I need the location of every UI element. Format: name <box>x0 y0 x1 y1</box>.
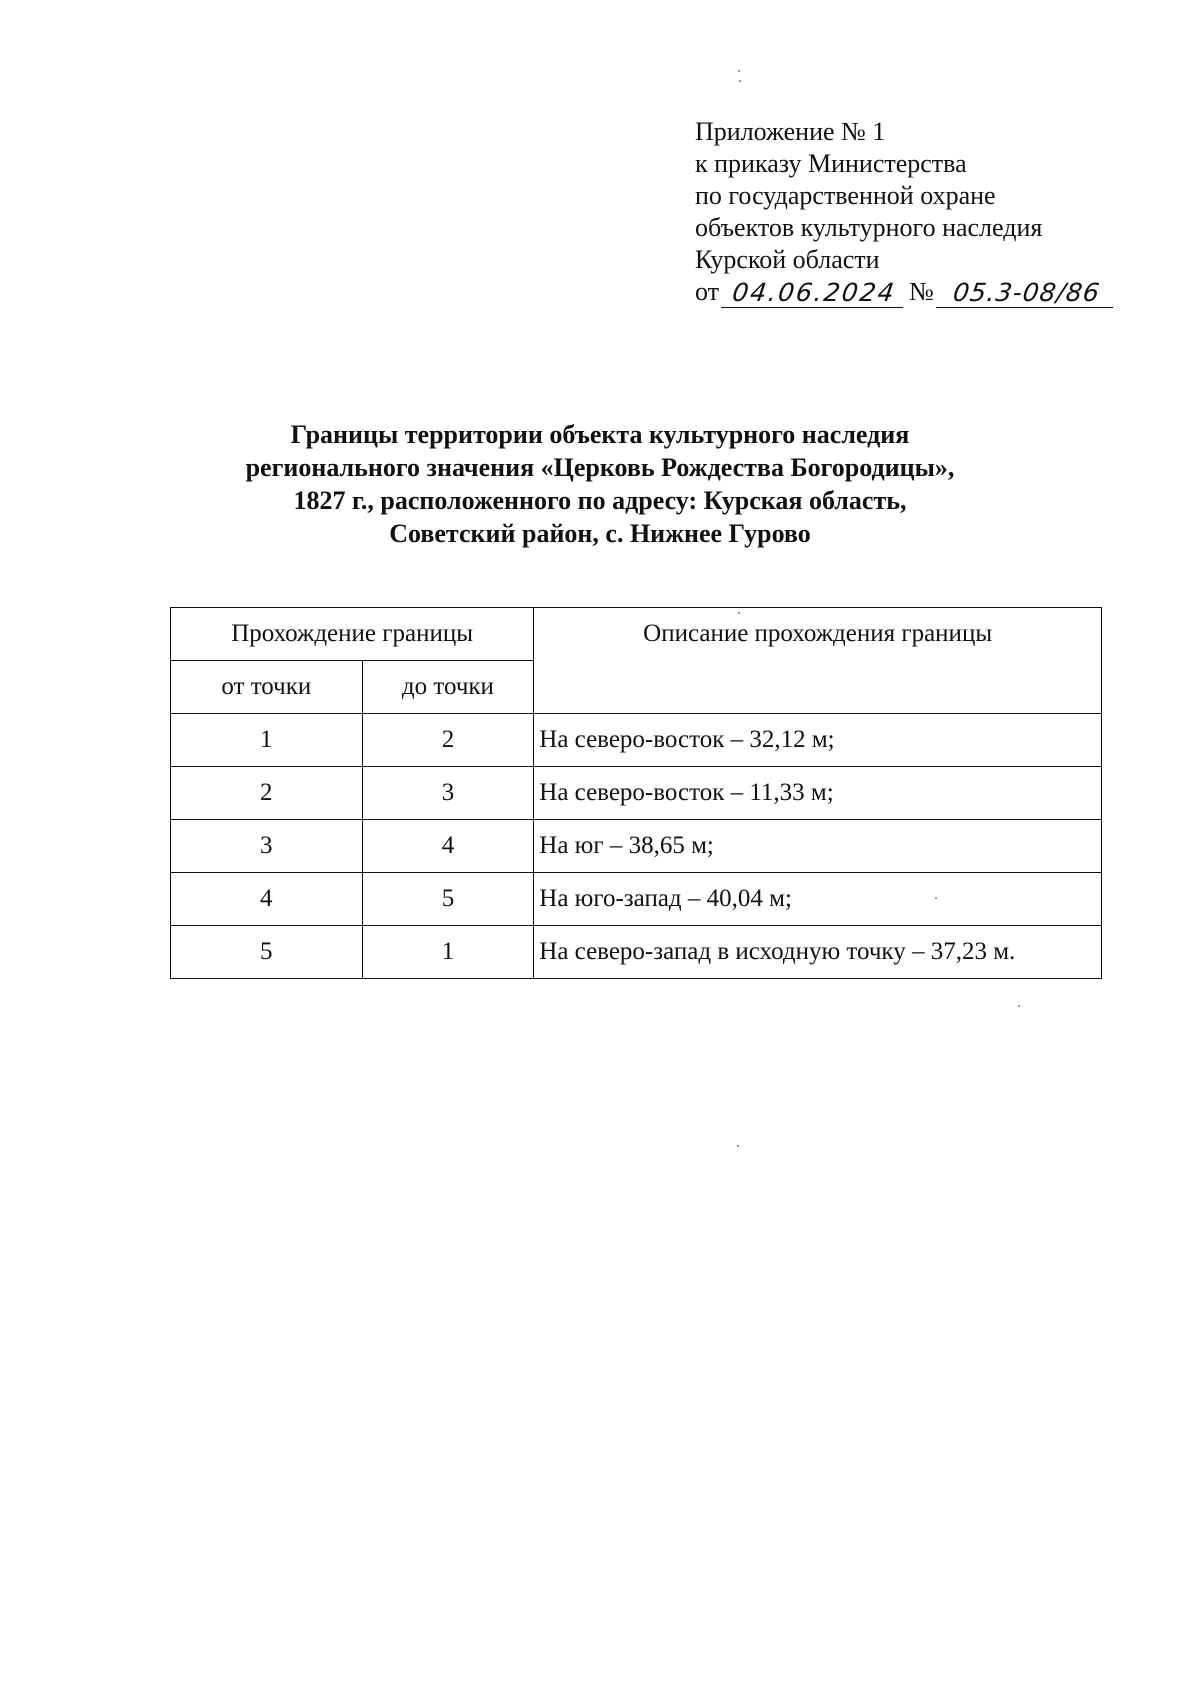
cell-from: 3 <box>171 820 363 873</box>
header-description: Описание прохождения границы <box>534 608 1102 714</box>
header-from-point: от точки <box>171 661 363 714</box>
cell-from: 4 <box>171 873 363 926</box>
title-line-2: регионального значения «Церковь Рождества Богородицы», <box>245 453 955 482</box>
handwritten-date: 04.06.2024 <box>721 279 907 308</box>
number-sign: № <box>909 277 934 306</box>
scan-speck <box>935 897 937 899</box>
scan-speck <box>1018 1005 1020 1007</box>
table-row <box>171 873 1102 926</box>
title-line-3: 1827 г., расположенного по адресу: Курская область, <box>293 486 907 515</box>
cell-description: На северо-запад в исходную точку – 37,23 м. <box>534 926 1102 979</box>
cell-to: 3 <box>362 767 534 820</box>
cell-description: На юго-запад – 40,04 м; <box>534 873 1102 926</box>
cell-description: На северо-восток – 32,12 м; <box>534 714 1102 767</box>
cell-to: 5 <box>362 873 534 926</box>
header-to-point: до точки <box>362 661 534 714</box>
appendix-line-5: Курской области <box>695 245 880 274</box>
order-date-number-line <box>695 276 1119 308</box>
title-line-1: Границы территории объекта культурного наследия <box>290 420 910 449</box>
cell-from: 1 <box>171 714 363 767</box>
title-line-4: Советский район, с. Нижнее Гурово <box>389 519 811 548</box>
scan-speck <box>738 70 740 72</box>
table-row <box>171 767 1102 820</box>
cell-to: 4 <box>362 820 534 873</box>
cell-to: 2 <box>362 714 534 767</box>
appendix-block <box>695 116 1119 308</box>
table-row <box>171 820 1102 873</box>
cell-description: На юг – 38,65 м; <box>534 820 1102 873</box>
appendix-line-2: к приказу Министерства <box>695 149 967 178</box>
document-title <box>150 418 1050 550</box>
table-row <box>171 714 1102 767</box>
handwritten-order-number: 05.3-08/86 <box>936 279 1117 308</box>
table-header-row <box>171 608 1102 661</box>
boundary-table <box>170 607 1102 979</box>
appendix-line-1: Приложение № 1 <box>695 117 886 146</box>
scan-speck <box>738 612 740 614</box>
appendix-line-4: объектов культурного наследия <box>695 213 1043 242</box>
cell-from: 5 <box>171 926 363 979</box>
cell-from: 2 <box>171 767 363 820</box>
cell-to: 1 <box>362 926 534 979</box>
cell-description: На северо-восток – 11,33 м; <box>534 767 1102 820</box>
from-prefix: от <box>695 277 720 306</box>
header-boundary-passage: Прохождение границы <box>171 608 534 661</box>
scan-speck <box>737 1145 739 1147</box>
appendix-line-3: по государственной охране <box>695 181 996 210</box>
scan-speck <box>739 80 741 82</box>
table-row <box>171 926 1102 979</box>
